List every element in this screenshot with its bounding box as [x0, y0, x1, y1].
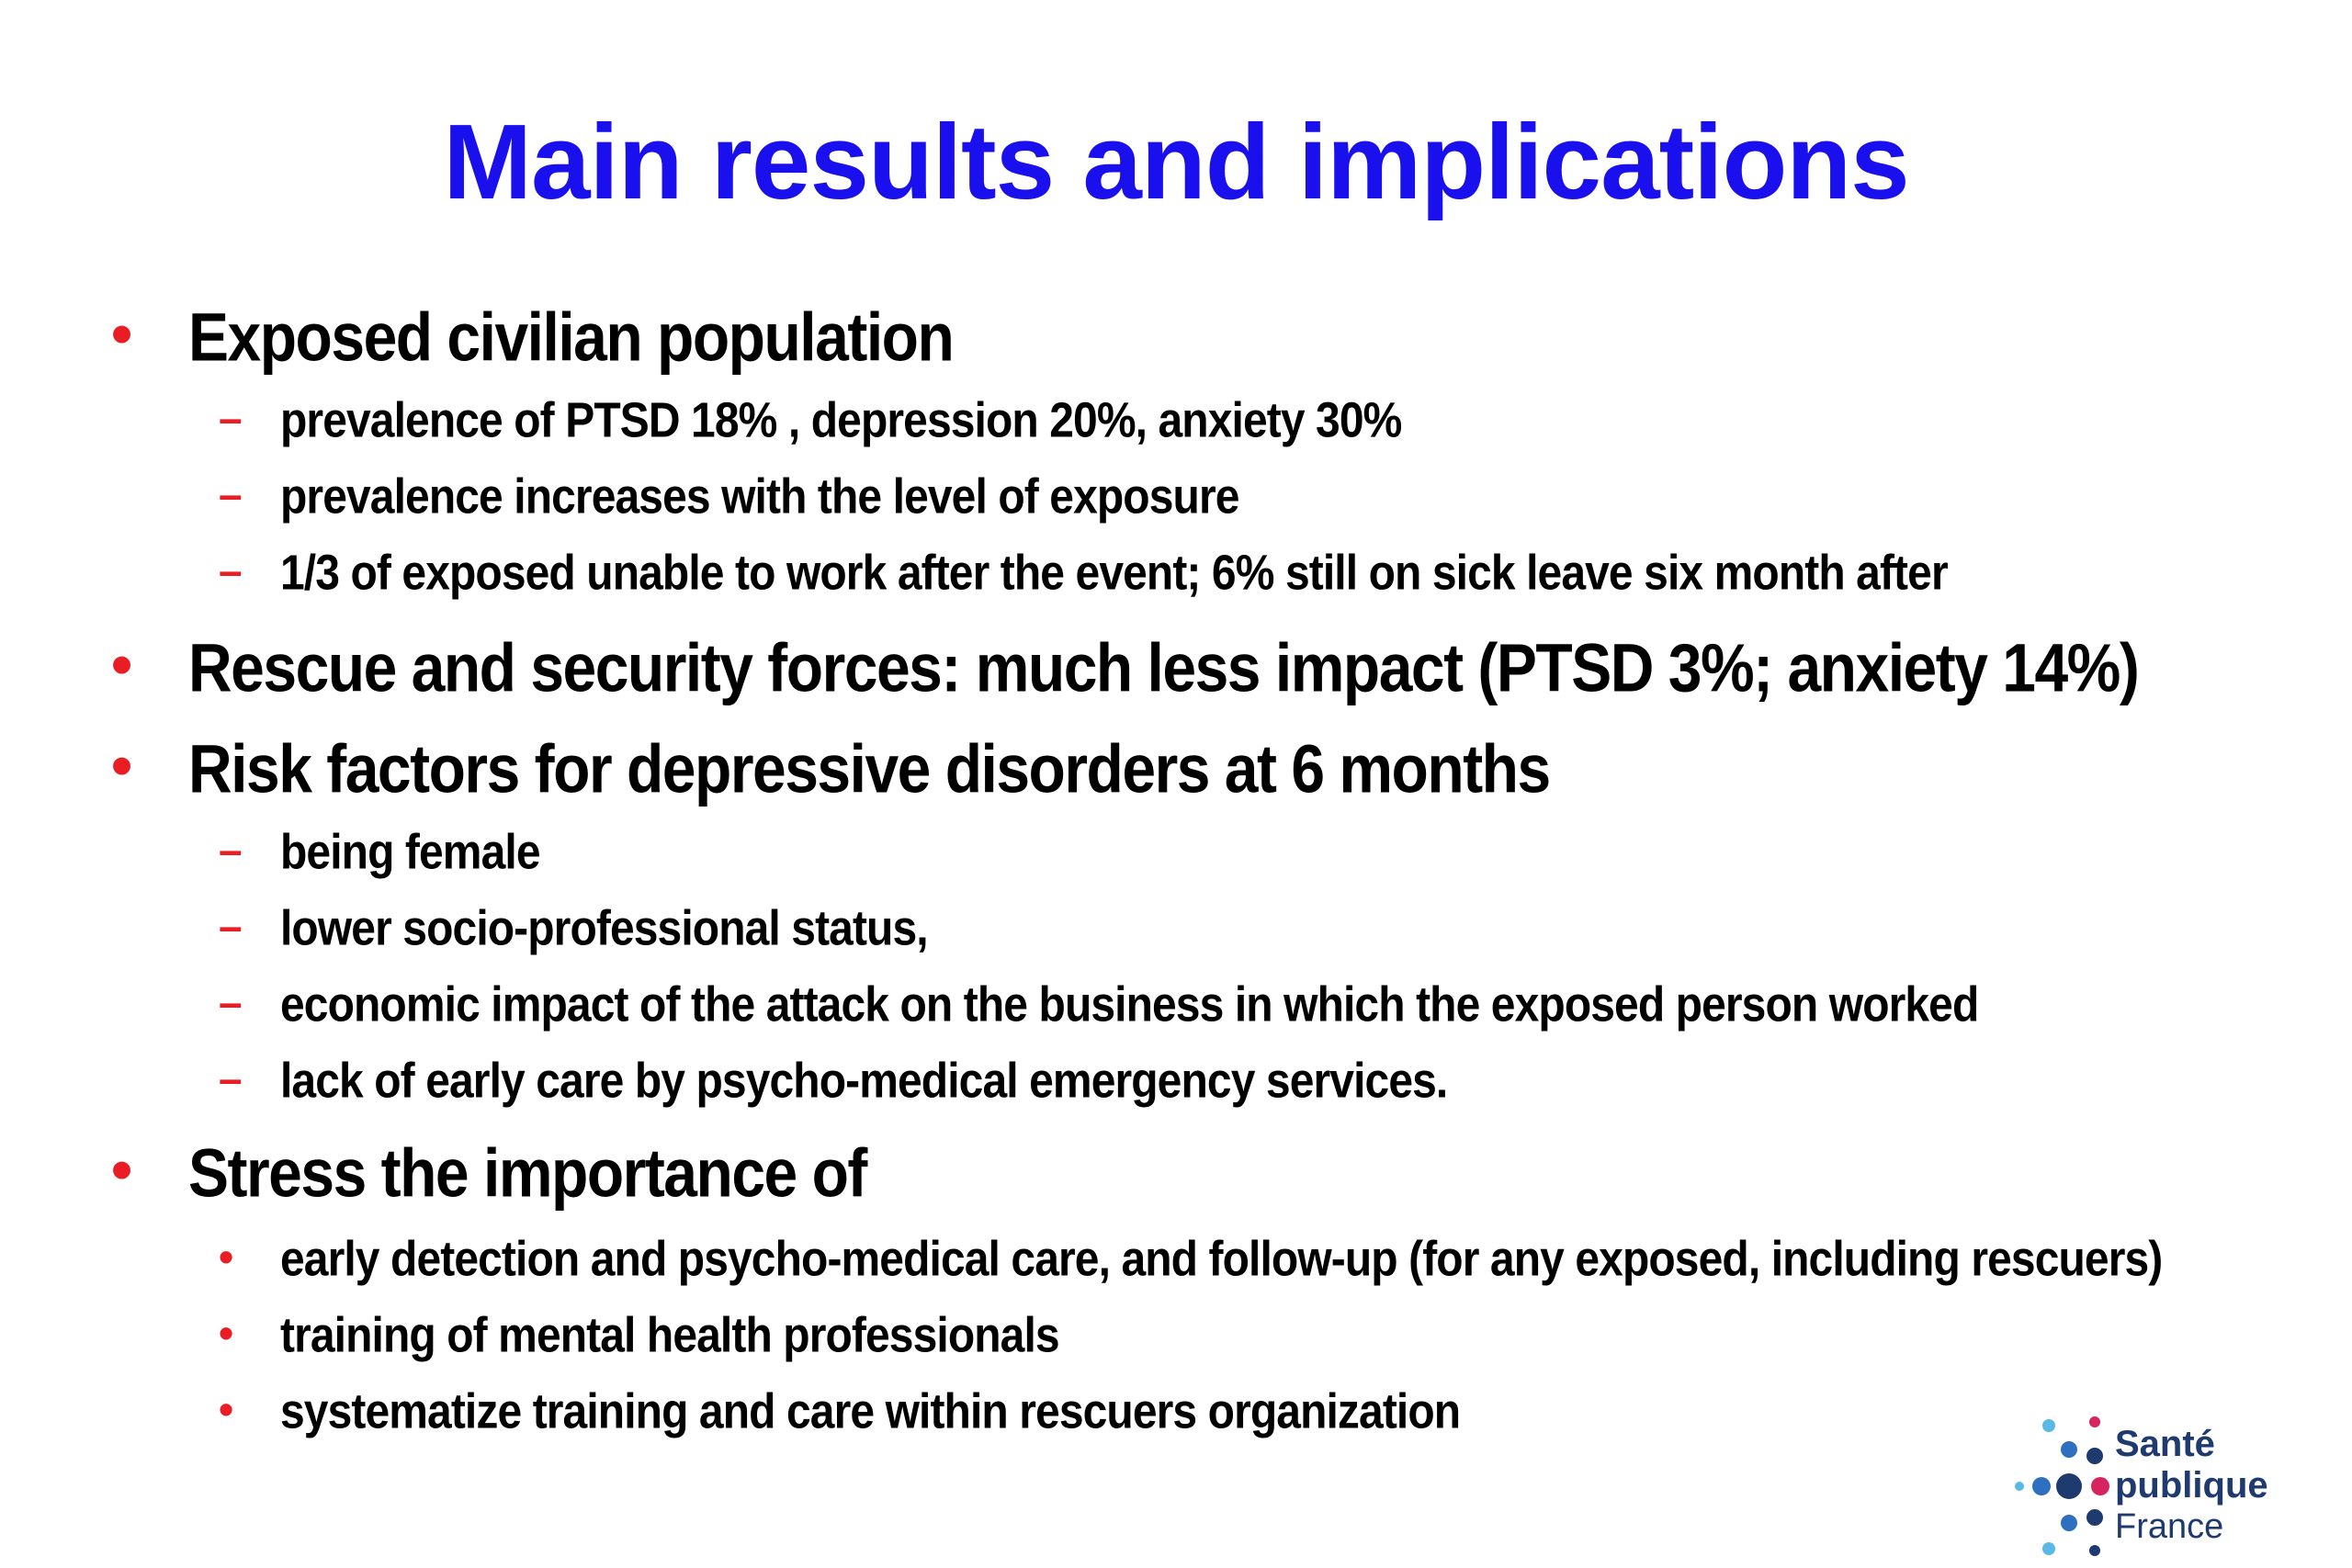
dash-icon: – [219, 1055, 243, 1102]
bullet-icon: • [219, 1309, 234, 1357]
list-item: 1/3 of exposed unable to work after the event; 6% still on sick leave six month after [280, 546, 1948, 601]
slide-title: Main results and implications [443, 102, 1909, 221]
section-heading: Risk factors for depressive disorders at 6 months [188, 730, 1550, 807]
list-item: prevalence of PTSD 18% , depression 20%, anxiety 30% [280, 393, 1402, 448]
dash-icon: – [219, 902, 243, 950]
dash-icon: – [219, 394, 243, 442]
section-heading: Stress the importance of [188, 1134, 866, 1212]
bullet-icon: • [111, 299, 133, 367]
logo-text-publique: publique [2115, 1465, 2268, 1506]
list-item: being female [280, 825, 540, 880]
bullet-icon: • [219, 1233, 234, 1280]
section-heading: Rescue and security forces: much less impact (PTSD 3%; anxiety 14%) [188, 629, 2139, 706]
list-item: lower socio-professional status, [280, 901, 928, 956]
bullet-icon: • [219, 1385, 234, 1433]
list-item: economic impact of the attack on the business in which the exposed person worked [280, 977, 1979, 1032]
dash-icon: – [219, 547, 243, 594]
list-item: training of mental health professionals [280, 1308, 1059, 1363]
dash-icon: – [219, 470, 243, 518]
bullet-icon: • [111, 731, 133, 799]
dash-icon: – [219, 978, 243, 1026]
logo-text-sante: Santé [2115, 1424, 2215, 1464]
bullet-icon: • [111, 1135, 133, 1203]
list-item: prevalence increases with the level of exposure [280, 469, 1239, 525]
list-item: early detection and psycho-medical care, and follow-up (for any exposed, including rescuers) [280, 1232, 2163, 1287]
logo-text-france: France [2115, 1507, 2224, 1546]
list-item: systematize training and care within rescuers organization [280, 1384, 1461, 1439]
section-heading: Exposed civilian population [188, 299, 954, 376]
dash-icon: – [219, 826, 243, 874]
list-item: lack of early care by psycho-medical emergency services. [280, 1054, 1448, 1109]
bullet-icon: • [111, 630, 133, 698]
